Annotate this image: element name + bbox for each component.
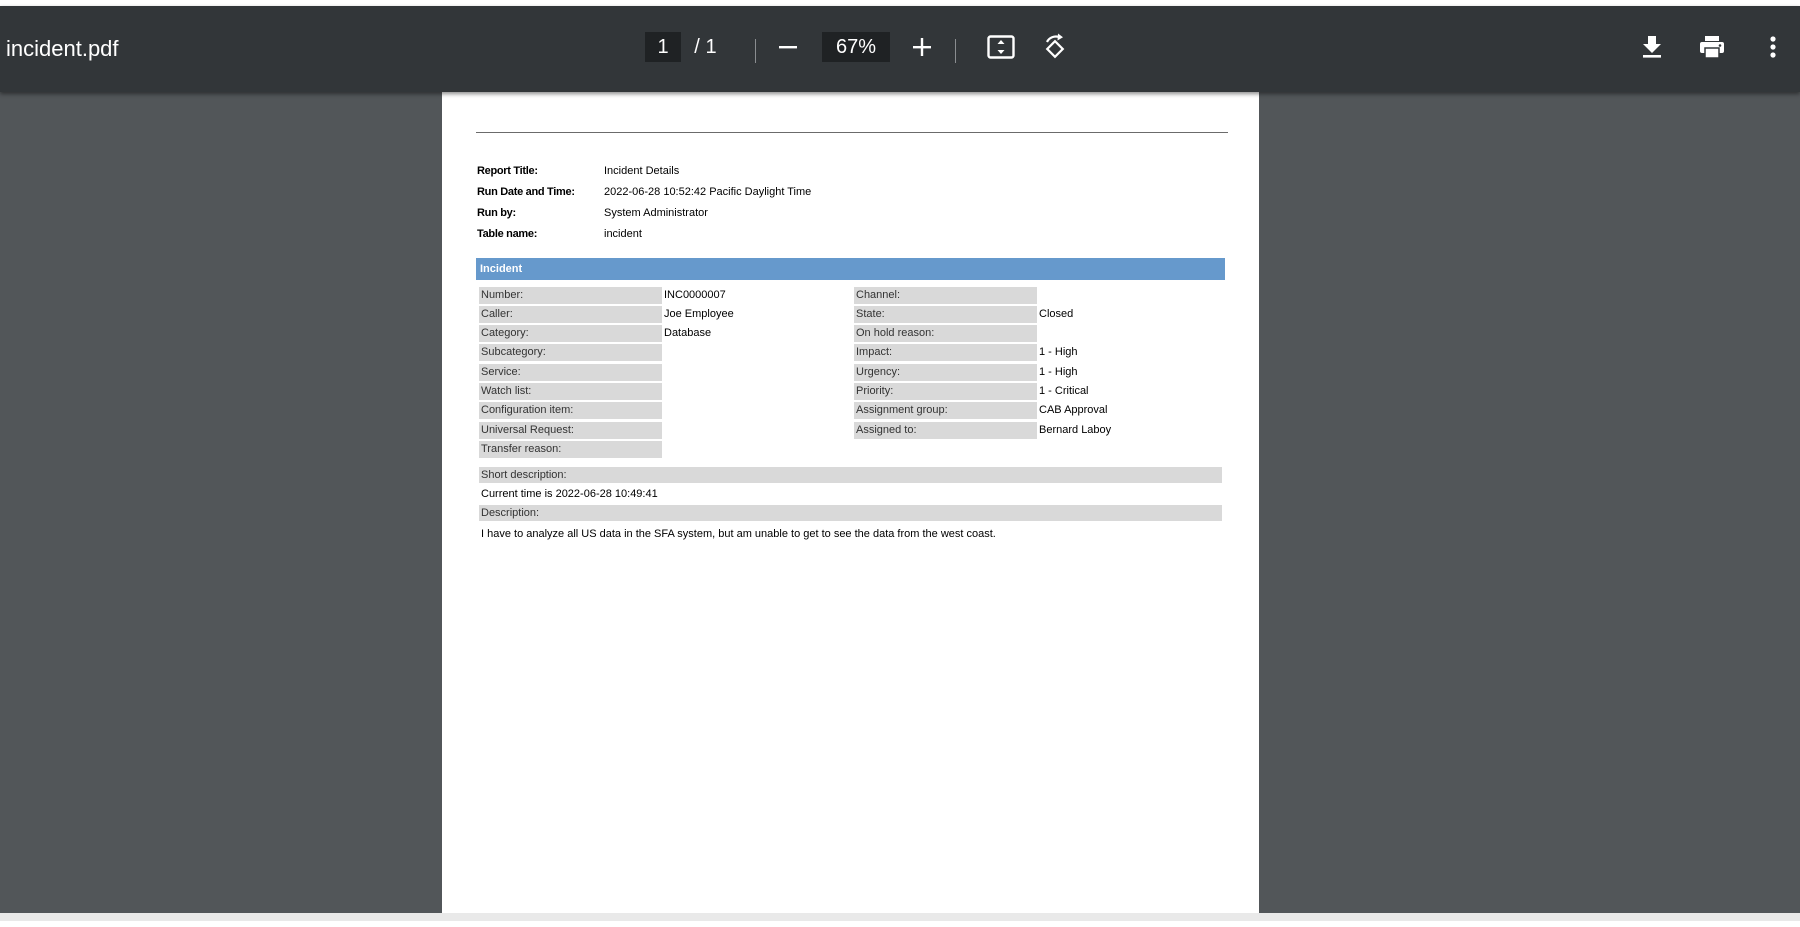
page-number-input[interactable]: 1 <box>645 32 681 62</box>
field-label: Universal Request: <box>479 422 662 439</box>
header-divider <box>476 132 1228 133</box>
more-vert-icon <box>1769 35 1777 59</box>
short-description-value: Current time is 2022-06-28 10:49:41 <box>481 488 658 500</box>
toolbar-divider <box>755 39 756 63</box>
meta-value-run-by: System Administrator <box>604 207 708 219</box>
field-value: Bernard Laboy <box>1039 424 1112 436</box>
field-value: Closed <box>1039 308 1074 320</box>
field-value: 1 - Critical <box>1039 385 1089 397</box>
meta-label-report-title: Report Title: <box>477 165 538 177</box>
minus-icon <box>778 37 798 57</box>
field-label: State: <box>854 306 1037 323</box>
bottom-window-edge <box>0 913 1800 921</box>
meta-value-run-date: 2022-06-28 10:52:42 Pacific Daylight Time <box>604 186 812 198</box>
field-label: Configuration item: <box>479 402 662 419</box>
pdf-viewer-window <box>0 6 1800 919</box>
zoom-in-button[interactable] <box>904 29 940 65</box>
incident-section-header: Incident <box>476 258 1225 280</box>
zoom-level-input[interactable]: 67% <box>822 32 890 62</box>
meta-label-run-date: Run Date and Time: <box>477 186 575 198</box>
download-icon <box>1641 35 1663 59</box>
page-separator: / <box>694 36 700 58</box>
field-label: Number: <box>479 287 662 304</box>
meta-label-run-by: Run by: <box>477 207 516 219</box>
rotate-icon <box>1041 33 1069 61</box>
field-label: Caller: <box>479 306 662 323</box>
meta-value-report-title: Incident Details <box>604 165 680 177</box>
plus-icon <box>912 37 932 57</box>
field-label: Assignment group: <box>854 402 1037 419</box>
download-button[interactable] <box>1634 29 1670 65</box>
document-title: incident.pdf <box>6 36 119 61</box>
toolbar-divider <box>955 39 956 63</box>
field-value: Database <box>664 327 712 339</box>
fit-to-page-button[interactable] <box>983 29 1019 65</box>
description-value: I have to analyze all US data in the SFA system, but am unable to get to see the data from the west coast. <box>481 528 996 540</box>
pdf-toolbar <box>0 6 1800 92</box>
meta-value-table-name: incident <box>604 228 642 240</box>
field-label: Urgency: <box>854 364 1037 381</box>
field-value: 1 - High <box>1039 366 1078 378</box>
field-label: Channel: <box>854 287 1037 304</box>
field-label: Assigned to: <box>854 422 1037 439</box>
rotate-button[interactable] <box>1037 29 1073 65</box>
field-value: CAB Approval <box>1039 404 1108 416</box>
field-label: Category: <box>479 325 662 342</box>
field-value: Joe Employee <box>664 308 734 320</box>
description-label: Description: <box>479 505 1222 521</box>
field-value: INC0000007 <box>664 289 726 301</box>
field-value: 1 - High <box>1039 346 1078 358</box>
field-label: Impact: <box>854 344 1037 361</box>
short-description-label: Short description: <box>479 467 1222 483</box>
field-label: On hold reason: <box>854 325 1037 342</box>
more-options-button[interactable] <box>1755 29 1791 65</box>
print-icon <box>1699 35 1725 59</box>
field-label: Service: <box>479 364 662 381</box>
field-label: Subcategory: <box>479 344 662 361</box>
zoom-out-button[interactable] <box>770 29 806 65</box>
meta-label-table-name: Table name: <box>477 228 538 240</box>
print-button[interactable] <box>1694 29 1730 65</box>
field-label: Transfer reason: <box>479 441 662 458</box>
fit-page-icon <box>987 35 1015 59</box>
field-label: Watch list: <box>479 383 662 400</box>
field-label: Priority: <box>854 383 1037 400</box>
page-total: 1 <box>705 36 717 58</box>
pdf-page <box>442 84 1259 927</box>
